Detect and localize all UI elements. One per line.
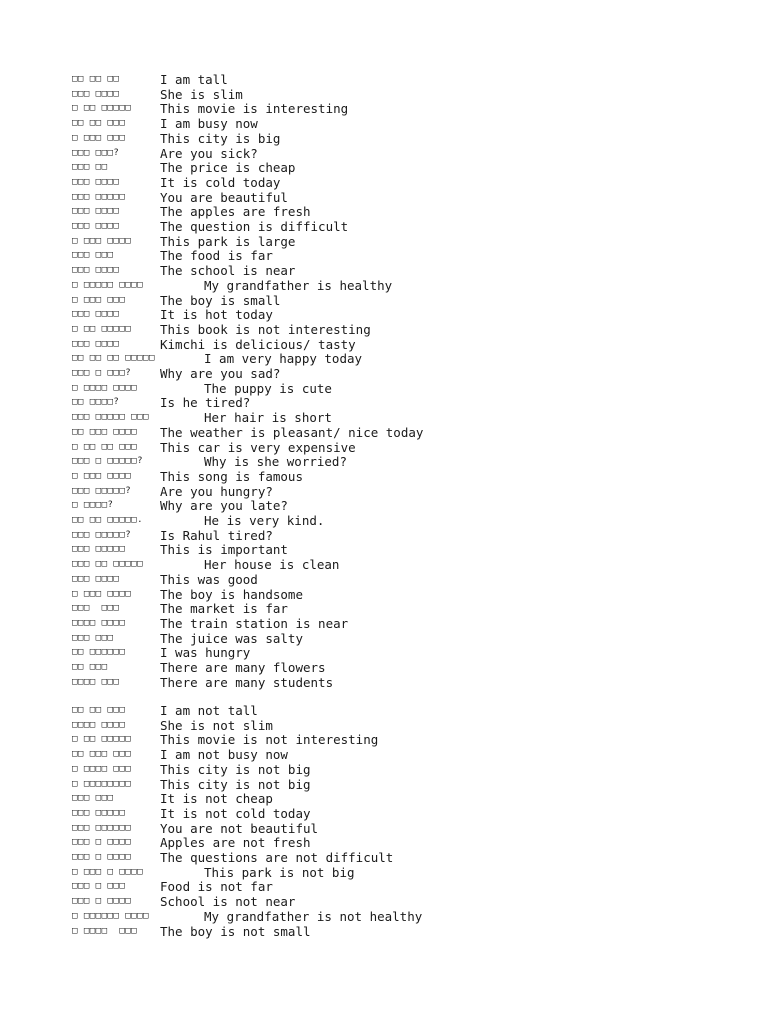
korean-text: □□ □□□□? xyxy=(72,397,120,408)
korean-text: □□□ □□□ xyxy=(72,632,114,643)
english-translation: I am very happy today xyxy=(204,351,363,367)
english-translation: This city is not big xyxy=(160,761,311,777)
english-translation: I was hungry xyxy=(160,645,251,661)
english-translation: It is cold today xyxy=(160,174,281,190)
korean-text: □□ □□ □□ xyxy=(72,74,120,84)
english-translation: This park is not big xyxy=(204,864,355,880)
korean-text: □□□ □ □□□□ xyxy=(72,837,132,848)
english-translation: The market is far xyxy=(160,601,288,617)
english-translation: Why are you sad? xyxy=(160,366,281,381)
korean-text: □□ □□ □□□ xyxy=(72,705,126,715)
korean-text: □ □□□□□□□□ xyxy=(72,778,132,789)
english-translation: School is not near xyxy=(160,894,296,910)
english-translation: This movie is interesting xyxy=(160,101,349,117)
korean-text: □□□ □ □□□? xyxy=(72,368,132,378)
korean-text: □□□ □□□□ xyxy=(72,221,120,231)
english-translation: The question is difficult xyxy=(160,219,349,234)
korean-text: □□□ □□□□ xyxy=(72,206,120,217)
english-translation: I am not busy now xyxy=(160,747,288,763)
korean-text: □□ □□ □□□□□. xyxy=(72,515,144,525)
korean-text: □□□ □□□□□ □□□ xyxy=(72,412,149,423)
korean-text: □□□ □□□□ xyxy=(72,338,120,349)
english-translation: Her house is clean xyxy=(204,557,340,573)
english-translation: Her hair is short xyxy=(204,410,332,426)
english-translation: Why is she worried? xyxy=(204,454,347,470)
korean-text: □ □□ □□□□□ xyxy=(72,323,132,334)
english-translation: I am not tall xyxy=(160,703,258,718)
korean-text: □□□ □ □□□□□? xyxy=(72,456,144,467)
korean-text: □□ □□□ □□□ xyxy=(72,749,132,760)
korean-text: □□□ □□□□ xyxy=(72,265,120,276)
korean-text: □ □□□ □□□□ xyxy=(72,235,132,246)
english-translation: It is not cheap xyxy=(160,791,273,807)
english-translation: The questions are not difficult xyxy=(160,850,394,865)
english-translation: This city is big xyxy=(160,130,281,146)
korean-text: □□□ □□□ xyxy=(72,603,120,614)
korean-text: □ □□□ □□□ xyxy=(72,132,126,143)
english-translation: She is slim xyxy=(160,86,243,102)
english-translation: You are not beautiful xyxy=(160,820,319,836)
korean-text: □ □□□□ □□□ xyxy=(72,925,138,936)
korean-text: □ □□□□? xyxy=(72,500,114,511)
english-translation: This car is very expensive xyxy=(160,439,356,455)
korean-text: □□ □□□ □□□□ xyxy=(72,426,138,437)
english-translation: Why are you late? xyxy=(160,498,288,514)
korean-text: □□□ □□□□ xyxy=(72,573,120,584)
english-translation: It is hot today xyxy=(160,307,273,323)
korean-text: □ □□ □□□□□ xyxy=(72,103,132,114)
english-translation: The boy is not small xyxy=(160,923,311,939)
korean-text: □□□ □□ □□□□□ xyxy=(72,559,144,570)
korean-text: □ □□□□ □□□□ xyxy=(72,382,138,393)
english-translation: Are you sick? xyxy=(160,145,258,161)
korean-text: □□□ □ □□□ xyxy=(72,881,126,892)
korean-text: □□□ □□□ xyxy=(72,250,114,261)
korean-text: □□ □□□ xyxy=(72,662,108,672)
english-translation: She is not slim xyxy=(160,717,273,733)
english-translation: Apples are not fresh xyxy=(160,835,311,851)
english-translation: You are beautiful xyxy=(160,189,288,205)
english-translation: The weather is pleasant/ nice today xyxy=(160,424,424,440)
english-translation: The boy is small xyxy=(160,292,281,308)
korean-text: □ □□□□□ □□□□ xyxy=(72,279,144,290)
english-translation: Are you hungry? xyxy=(160,483,273,499)
korean-text: □□□ □□□□ xyxy=(72,88,120,99)
english-translation: There are many students xyxy=(160,674,334,690)
english-translation: The school is near xyxy=(160,263,296,279)
english-translation: The price is cheap xyxy=(160,160,296,176)
korean-text: □□□ □□□ xyxy=(72,793,114,804)
korean-text: □□□ □ □□□□ xyxy=(72,896,132,907)
korean-text: □□ □□ □□ □□□□□ xyxy=(72,353,155,364)
korean-text: □□□ □□□□□? xyxy=(72,529,132,540)
english-translation: This movie is not interesting xyxy=(160,732,379,748)
korean-text: □□□ □□□□ xyxy=(72,176,120,187)
english-translation: My grandfather is not healthy xyxy=(204,908,423,924)
english-translation: It is not cold today xyxy=(160,805,311,821)
english-translation: I am busy now xyxy=(160,116,258,132)
korean-text: □□□ □□ xyxy=(72,162,108,173)
english-translation: The train station is near xyxy=(160,615,349,631)
korean-text: □ □□□ □□□□ xyxy=(72,588,132,599)
korean-text: □□□ □□□□ xyxy=(72,309,120,320)
english-translation: There are many flowers xyxy=(160,660,326,675)
english-translation: He is very kind. xyxy=(204,513,325,528)
english-translation: This was good xyxy=(160,571,258,587)
english-translation: Is he tired? xyxy=(160,395,251,411)
korean-text: □ □□□ □□□□ xyxy=(72,470,132,481)
english-translation: The puppy is cute xyxy=(204,380,332,396)
korean-text: □□□ □□□□□ xyxy=(72,544,126,555)
english-translation: This song is famous xyxy=(160,468,303,484)
english-translation: This book is not interesting xyxy=(160,321,371,337)
korean-text: □□□ □□□□□□ xyxy=(72,822,132,833)
english-translation: My grandfather is healthy xyxy=(204,277,393,293)
korean-text: □ □□□ □ □□□□ xyxy=(72,866,144,877)
korean-text: □ □□□□□□ □□□□ xyxy=(72,910,149,921)
korean-text: □□ □□ □□□ xyxy=(72,118,126,129)
korean-text: □ □□□□ □□□ xyxy=(72,763,132,774)
english-translation: This is important xyxy=(160,542,288,558)
korean-text: □□□ □ □□□□ xyxy=(72,852,132,862)
korean-text: □□□ □□□□□ xyxy=(72,807,126,818)
english-translation: Kimchi is delicious/ tasty xyxy=(160,336,356,352)
korean-text: □□□ □□□? xyxy=(72,147,120,158)
english-translation: The boy is handsome xyxy=(160,586,303,602)
english-translation: I am tall xyxy=(160,72,228,87)
korean-text: □□□ □□□□□? xyxy=(72,485,132,496)
english-translation: The apples are fresh xyxy=(160,204,311,220)
english-translation: This park is large xyxy=(160,233,296,249)
korean-text: □ □□ □□ □□□ xyxy=(72,441,138,452)
korean-text: □□ □□□□□□ xyxy=(72,647,126,658)
korean-text: □□□□ □□□ xyxy=(72,676,120,687)
english-translation: Food is not far xyxy=(160,879,273,895)
english-translation: This city is not big xyxy=(160,776,311,792)
korean-text: □ □□ □□□□□ xyxy=(72,734,132,745)
korean-text: □ □□□ □□□ xyxy=(72,294,126,305)
korean-text: □□□□ □□□□ xyxy=(72,617,126,628)
english-translation: The food is far xyxy=(160,248,273,264)
english-translation: The juice was salty xyxy=(160,630,303,646)
korean-text: □□□ □□□□□ xyxy=(72,191,126,202)
english-translation: Is Rahul tired? xyxy=(160,527,273,543)
korean-text: □□□□ □□□□ xyxy=(72,719,126,730)
